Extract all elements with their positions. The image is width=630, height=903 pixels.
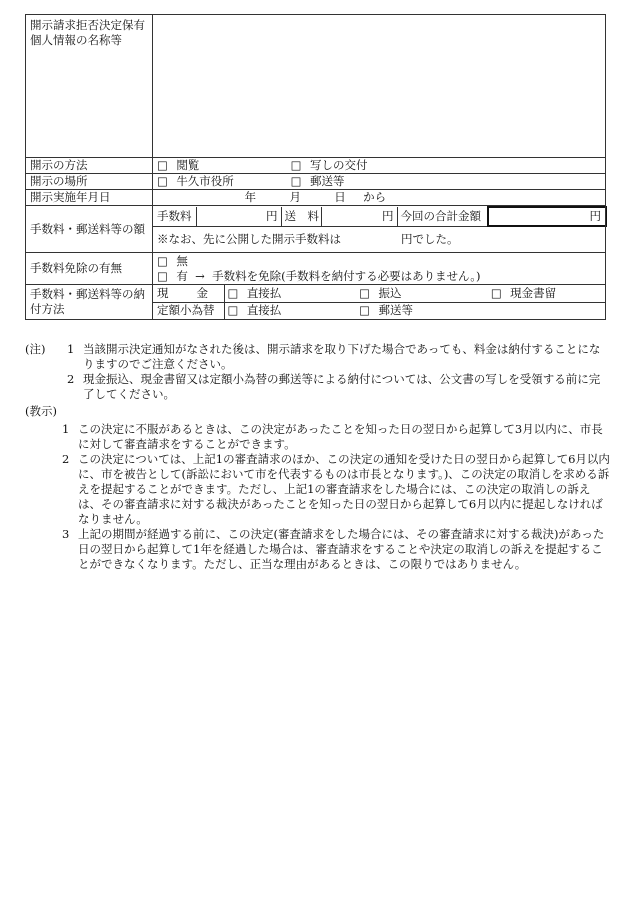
place-options bbox=[153, 174, 606, 190]
date-year: 年 bbox=[244, 190, 257, 204]
date-month: 月 bbox=[289, 190, 301, 204]
fee-postage-label: 送 料 bbox=[281, 207, 321, 226]
exempt-yes-checkbox[interactable]: □ bbox=[157, 268, 168, 283]
row-exemption bbox=[26, 253, 606, 285]
method-options bbox=[153, 158, 606, 174]
pay-cash-label bbox=[153, 285, 224, 302]
instruction-heading: (教示) bbox=[25, 404, 57, 418]
pay-cash-label-a: 現 bbox=[157, 285, 169, 300]
pay-mo-mail-label: 郵送等 bbox=[378, 303, 413, 318]
payment-cell bbox=[153, 285, 606, 320]
fee-amount-label: 手数料 bbox=[153, 207, 196, 226]
place-mail-label: 郵送等 bbox=[309, 174, 345, 188]
date-label: 開示実施年月日 bbox=[26, 190, 153, 206]
pay-cash-direct-label: 直接払 bbox=[246, 285, 282, 300]
pay-cash-transfer-checkbox[interactable]: □ bbox=[359, 285, 371, 300]
method-copy-label: 写しの交付 bbox=[309, 158, 368, 172]
fee-note-suffix: 円でした。 bbox=[401, 232, 459, 246]
instruction-1-number: 1 bbox=[62, 422, 70, 436]
method-copy-checkbox[interactable]: □ bbox=[290, 158, 302, 172]
exempt-options bbox=[153, 253, 606, 285]
exempt-label: 手数料免除の有無 bbox=[26, 253, 153, 285]
row-payment bbox=[26, 285, 606, 320]
place-label: 開示の場所 bbox=[26, 174, 153, 190]
row-place bbox=[26, 174, 606, 190]
fee-total-yen: 円 bbox=[589, 209, 601, 223]
exempt-yes-description: 手数料を免除(手数料を納付する必要はありません。) bbox=[212, 268, 481, 283]
pay-mo-direct-label: 直接払 bbox=[246, 303, 282, 318]
pay-money-order-options bbox=[224, 302, 606, 319]
pay-mo-direct-checkbox[interactable]: □ bbox=[227, 303, 239, 318]
instruction-1-text: この決定に不服があるときは、この決定があったことを知った日の翌日から起算して3月以内に、市長に対して審査請求をすることができます。 bbox=[78, 422, 603, 451]
fee-note-prefix: ※なお、先に公開した開示手数料は bbox=[157, 232, 341, 246]
fee-total-label: 今回の合計金額 bbox=[397, 207, 488, 226]
note-1-number: 1 bbox=[67, 342, 75, 356]
pay-cash-direct-checkbox[interactable]: □ bbox=[227, 285, 239, 300]
instruction-2 bbox=[25, 452, 610, 527]
row-fee bbox=[26, 206, 606, 253]
note-1 bbox=[25, 342, 610, 372]
date-day: 日 bbox=[334, 190, 346, 204]
fee-label: 手数料・郵送料等の額 bbox=[26, 206, 153, 253]
fee-amount-field[interactable] bbox=[196, 207, 281, 226]
fee-cell bbox=[153, 206, 606, 253]
pay-cash-registered-label: 現金書留 bbox=[510, 285, 557, 300]
instruction-3-text: 上記の期間が経過する前に、この決定(審査請求をした場合には、その審査請求に対する裁決)があった日の翌日から起算して1年を経過した場合は、審査請求をすることや決定の取消しの訴えを提起することができなくなります。ただし、正当な理由があるときは、この限りではありません。 bbox=[78, 527, 605, 571]
pay-money-order-label: 定額小為替 bbox=[157, 303, 215, 318]
note-2 bbox=[25, 372, 610, 402]
pay-cash-label-b: 金 bbox=[196, 285, 208, 300]
instruction-3 bbox=[25, 527, 610, 572]
payment-label: 手数料・郵送料等の納付方法 bbox=[26, 285, 153, 320]
fee-postage-field[interactable] bbox=[321, 207, 397, 226]
pay-cash-options bbox=[224, 285, 606, 302]
pay-mo-mail-checkbox[interactable]: □ bbox=[359, 303, 371, 318]
row-date bbox=[26, 190, 606, 206]
date-from: から bbox=[363, 190, 387, 204]
info-name-label: 開示請求拒否決定保有個人情報の名称等 bbox=[26, 15, 153, 158]
arrow-right-icon: → bbox=[195, 268, 205, 283]
place-mail-checkbox[interactable]: □ bbox=[290, 174, 302, 188]
row-method bbox=[26, 158, 606, 174]
instruction-1 bbox=[25, 422, 610, 452]
method-label: 開示の方法 bbox=[26, 158, 153, 174]
exempt-yes-label: 有 bbox=[176, 268, 188, 283]
instruction-3-number: 3 bbox=[62, 527, 70, 541]
note-heading: (注) bbox=[25, 342, 46, 356]
place-cityhall-label: 牛久市役所 bbox=[176, 174, 234, 188]
fee-amount-yen: 円 bbox=[266, 208, 278, 223]
payment-inner-table bbox=[153, 285, 606, 319]
note-2-text: 現金振込、現金書留又は定額小為替の郵送等による納付については、公文書の写しを受領する前に完了してください。 bbox=[83, 372, 601, 401]
method-view-checkbox[interactable]: □ bbox=[157, 158, 168, 172]
date-value[interactable] bbox=[153, 190, 606, 206]
pay-cash-transfer-label: 振込 bbox=[378, 285, 402, 300]
instruction-2-text: この決定については、上記1の審査請求のほか、この決定の通知を受けた日の翌日から起算して6月以内に、市を被告として(訴訟において市を代表するものは市長となります。)、この決定の取消しを求める訴えを提起することができます。ただし、上記1の審査請求をした場合には、この決定の取消しの訴えは、その審査請求に対する裁決があったことを知った日の翌日から起算して6月以内に提起しなければなりません。 bbox=[78, 452, 610, 526]
instruction-2-number: 2 bbox=[62, 452, 70, 466]
fee-total-field[interactable] bbox=[488, 207, 606, 226]
notes-section bbox=[25, 342, 610, 572]
fee-postage-yen: 円 bbox=[382, 208, 394, 223]
row-info-name bbox=[26, 15, 606, 158]
info-name-value[interactable] bbox=[153, 15, 606, 158]
note-2-number: 2 bbox=[67, 372, 75, 386]
exempt-none-checkbox[interactable]: □ bbox=[157, 253, 168, 268]
fee-note bbox=[153, 226, 606, 252]
pay-cash-registered-checkbox[interactable]: □ bbox=[490, 285, 502, 300]
note-1-text: 当該開示決定通知がなされた後は、開示請求を取り下げた場合であっても、料金は納付することになりますのでご注意ください。 bbox=[83, 342, 601, 371]
place-cityhall-checkbox[interactable]: □ bbox=[157, 174, 168, 188]
fee-inner-table bbox=[153, 206, 607, 252]
method-view-label: 閲覧 bbox=[176, 158, 200, 172]
disclosure-form-table bbox=[25, 14, 606, 320]
exempt-none-label: 無 bbox=[176, 253, 188, 268]
